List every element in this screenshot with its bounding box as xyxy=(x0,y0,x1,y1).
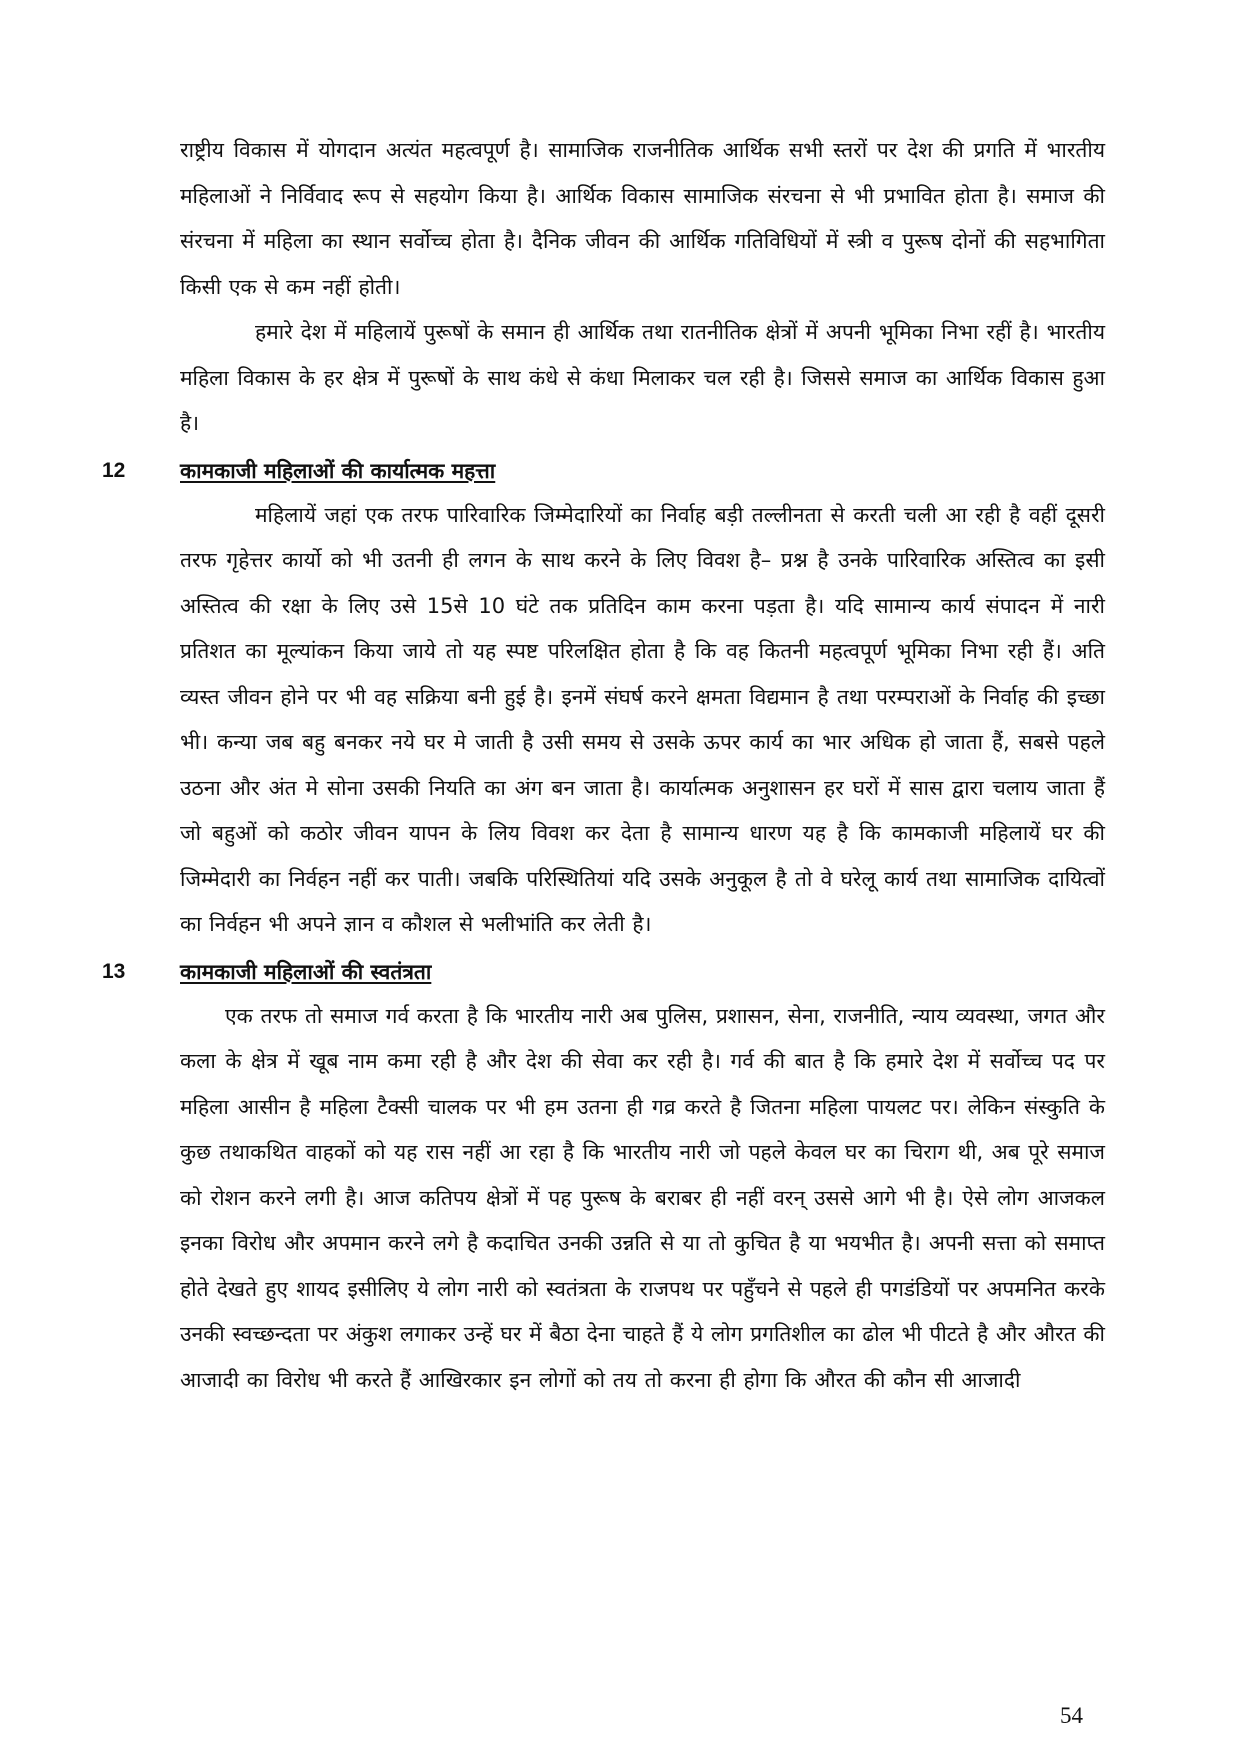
section-body: महिलायें जहां एक तरफ पारिवारिक जिम्मेदारियों का निर्वाह बड़ी तल्लीनता से करती चली आ रही है वहीं दूसरी तरफ गृहेत्तर कार्यो को भी उतनी ही लगन के साथ करने के लिए विवश है– प्रश्न है उनके पारिवारिक अस्तित्व का इसी अस्तित्व की रक्षा के लिए उसे 15से 10 घंटे तक प्रतिदिन काम करना पड़ता है। यदि सामान्य कार्य संपादन में नारी प्रतिशत का मूल्यांकन किया जाये तो यह स्पष्ट परिलक्षित होता है कि वह कितनी महत्वपूर्ण भूमिका निभा रही हैं। अति व्यस्त जीवन होने पर भी वह सक्रिया बनी हुई है। इनमें संघर्ष करने क्षमता विद्यमान है तथा परम्पराओं के निर्वाह की इच्छा भी। कन्या जब बहु बनकर नये घर मे जाती है उसी समय से उसके ऊपर कार्य का भार अधिक हो जाता हैं, सबसे पहले उठना और अंत मे सोना उसकी नियति का अंग बन जाता है। कार्यात्मक अनुशासन हर घरों में सास द्वारा चलाय जाता हैं जो बहुओं को कठोर जीवन यापन के लिय विवश कर देता है सामान्य धारण यह है कि कामकाजी महिलायें घर की जिम्मेदारी का निर्वहन नहीं कर पाती। जबकि परिस्थितियां यदि उसके अनुकूल है तो वे घरेलू कार्य तथा सामाजिक दायित्वों का निर्वहन भी अपने ज्ञान व कौशल से भलीभांति कर लेती है। xyxy=(180,502,1105,936)
page-content xyxy=(102,128,1105,1403)
section-heading xyxy=(102,950,1105,994)
section-title: कामकाजी महिलाओं की कार्यात्मक महत्ता xyxy=(180,458,496,483)
section-number: 12 xyxy=(102,458,126,482)
section-body: एक तरफ तो समाज गर्व करता है कि भारतीय नारी अब पुलिस, प्रशासन, सेना, राजनीति, न्याय व्यवस्था, जगत और कला के क्षेत्र में खूब नाम कमा रही है और देश की सेवा कर रही है। गर्व की बात है कि हमारे देश में सर्वोच्च पद पर महिला आसीन है महिला टैक्सी चालक पर भी हम उतना ही गव्र करते है जितना महिला पायलट पर। लेकिन संस्कुति के कुछ तथाकथित वाहकों को यह रास नहीं आ रहा है कि भारतीय नारी जो पहले केवल घर का चिराग थी, अब पूरे समाज को रोशन करने लगी है। आज कतिपय क्षेत्रों में पह पुरूष के बराबर ही नहीं वरन् उससे आगे भी है। ऐसे लोग आजकल इनका विरोध और अपमान करने लगे है कदाचित उनकी उन्नति से या तो कुचित है या भयभीत है। अपनी सत्ता को समाप्त होते देखते हुए शायद इसीलिए ये लोग नारी को स्वतंत्रता के राजपथ पर पहुँचने से पहले ही पगडंडियों पर अपमनित करके उनकी स्वच्छन्दता पर अंकुश लगाकर उन्हें घर में बैठा देना चाहते हैं ये लोग प्रगतिशील का ढोल भी पीटते है और औरत की आजादी का विरोध भी करते हैं आखिरकार इन लोगों को तय तो करना ही होगा कि औरत की कौन सी आजादी xyxy=(180,1003,1105,1392)
section-heading xyxy=(102,449,1105,493)
section-number: 13 xyxy=(102,959,126,983)
section-title: कामकाजी महिलाओं की स्वतंत्रता xyxy=(180,959,432,984)
page-number: 54 xyxy=(1060,1703,1083,1728)
body-paragraph: राष्ट्रीय विकास में योगदान अत्यंत महत्वपूर्ण है। सामाजिक राजनीतिक आर्थिक सभी स्तरों पर देश की प्रगति में भारतीय महिलाओं ने निर्विवाद रूप से सहयोग किया है। आर्थिक विकास सामाजिक संरचना से भी प्रभावित होता है। समाज की संरचना में महिला का स्थान सर्वोच्च होता है। दैनिक जीवन की आर्थिक गतिविधियों में स्त्री व पुरूष दोनों की सहभागिता किसी एक से कम नहीं होती। xyxy=(180,138,1105,299)
body-paragraph: हमारे देश में महिलायें पुरूषों के समान ही आर्थिक तथा रातनीतिक क्षेत्रों में अपनी भूमिका निभा रहीं है। भारतीय महिला विकास के हर क्षेत्र में पुरूषों के साथ कंधे से कंधा मिलाकर चल रही है। जिससे समाज का आर्थिक विकास हुआ है। xyxy=(180,320,1105,435)
